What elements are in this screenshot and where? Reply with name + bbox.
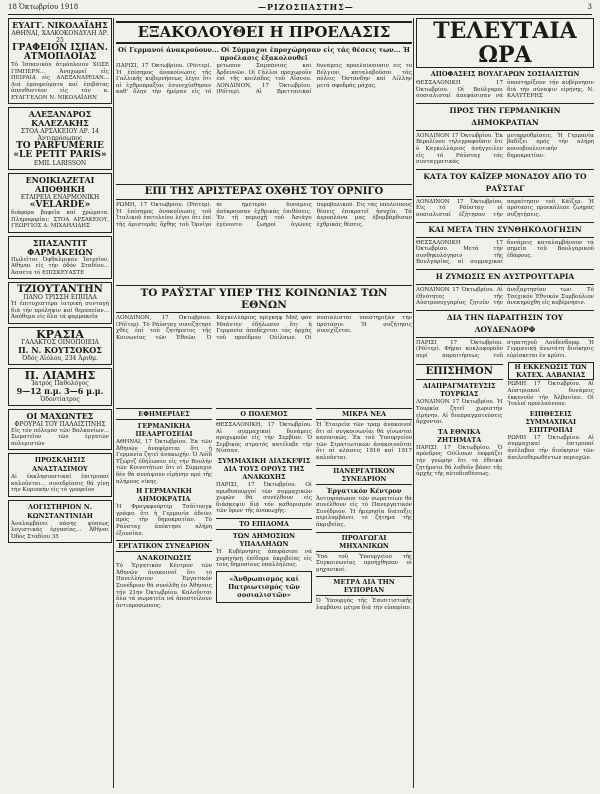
latest-hour-title: ΤΕΛΕΥΤΑΙΑ ΩΡΑ <box>416 18 594 68</box>
ad-doctor: Π. ΛΙΑΜΗΣ Ἰατρός Παθολόγος 9—12 π.μ. 3—6 μ.μ. Ὁδοντίατρος <box>8 368 112 406</box>
column-divider <box>113 18 114 788</box>
latest-hour-subtitle: ΑΠΟΦΑΣΕΙΣ ΒΟΥΛΓΑΡΩΝ ΣΟΣΙΑΛΙΣΤΩΝ <box>430 70 580 78</box>
section-newspapers: ΕΦΗΜΕΡΙΔΕΣ ΓΕΡΜΑΝΙΚΗΑ ΠΕΛΑΡΓΟΣΕΙΑΙ ΑΘΗΝΑΙ, 17 Ὀκτωβρίου. Ἐκ τῶν Ἀθηνῶν ἀναφέρεται ὅτι ἡ Γερμανία ζητεῖ ἀνακωχήν. Ὁ Λόϊδ Τζώρτζ ἐδήλωσεν εἰς τήν Βουλήν τῶν Κοινοτήτων ὅτι οἱ Σύμμαχοι δέν θά συνάψουν εἰρήνην πρό τῆς πλήρους νίκης. Η ΓΕΡΜΑΝΙΚΗ ΔΗΜΟΚΡΑΤΙΑ Ἡ Φραγκφούρτερ Τσάϊτουγκ γράφει ὅτι ἡ Γερμανία ὁδεύει πρός τήν δημοκρατίαν. Τό Ράϋσταγ ἀπέκτησε πλήρη ἐξουσίαν. ΕΡΓΑΤΙΚΟΝ ΣΥΝΕΔΡΙΟΝ ΑΝΑΚΟΙΝΩΣΙΣ Τό Ἐργατικόν Κέντρον τῶν Ἀθηνῶν ἀνακοινοῖ ὅτι τό Πανελλήνιον Ἐργατικόν Συνέδριον θά συνέλθῃ ἐν Ἀθήναις τήν 21ην Ὀκτωβρίου. Καλοῦνται ὅλα τά σωματεῖα νά ἀποστείλουν ἀντιπροσώπους. <box>116 410 212 609</box>
latest-news-column: ΤΕΛΕΥΤΑΙΑ ΩΡΑ ΑΠΟΦΑΣΕΙΣ ΒΟΥΛΓΑΡΩΝ ΣΟΣΙΑΛΙΣΤΩΝ ΘΕΣΣΑΛΟΝΙΚΗ 17 Ὀκτωβρίου. Οἱ Βούλγαροι σοσιαλισταί ἀπεφάσισαν νά ὑποστηρίξουν τήν κυβέρνησιν διά τήν σύναψιν εἰρήνης. Ν. ΚΑΛΥΤΕΡΗΣ ΠΡΟΣ ΤΗΝ ΓΕΡΜΑΝΙΚΗΝ ΔΗΜΟΚΡΑΤΙΑΝ ΛΟΝΔΙΝΟΝ 17 Ὀκτωβρίου. Ἐκ Βερολίνου τηλεγραφοῦσιν ὅτι ὁ Καγκελλάριος ἀνήγγειλεν εἰς τό Ράϋσταγ τάς συνταγματικάς μεταρρυθμίσεις. Ἡ Γερμανία βαδίζει πρός τήν πλήρη κοινοβουλευτικήν δημοκρατίαν. ΚΑΤΑ ΤΟΥ ΚΑΪΖΕΡ ΜΟΝΑΣΟΥ ΑΠΟ ΤΟ ΡΑΫΣΤΑΓ ΛΟΝΔΙΝΟΝ 17 Ὀκτωβρίου. Εἰς τό Ράϋσταγ οἱ σοσιαλισταί ἐζήτησαν τήν παραίτησιν τοῦ Κάϊζερ. Ἡ πρότασις προεκάλεσε ζωηράς συζητήσεις. ΚΑΙ ΜΕΤΑ ΤΗΝ ΣΥΝΘΗΚΟΛΟΓΗΣΙΝ ΘΕΣΣΑΛΟΝΙΚΗ 17 Ὀκτωβρίου. Μετά τήν συνθηκολόγησιν τῆς Βουλγαρίας, αἱ συμμαχικαί δυνάμεις καταλαμβάνουν τά σημεῖα τοῦ Βουλγαρικοῦ ἐδάφους. Η ΖΥΜΩΣΙΣ ΕΝ ΑΥΣΤΡΟΥΓΓΑΡΙΑ ΛΟΝΔΙΝΟΝ 17 Ὀκτωβρίου. Αἱ ἐθνότητες τῆς Αὐστροουγγαρίας ζητοῦν τήν ἀνεξαρτησίαν των. Τό Τσεχικόν Ἐθνικόν Συμβούλιον ἀνεκηρύχθη εἰς κυβέρνησιν. ΔΙΑ ΤΗΝ ΠΑΡΑΙΤΗΣΙΝ ΤΟΥ ΛΟΥΔΕΝΔΟΡΦ ΠΑΡΙΣΙ 17 Ὀκτωβρίου. (Ρόϊτερ). Φῆμαι κυκλοφοροῦν περί παραιτήσεως τοῦ στρατηγοῦ Λούδενδορφ. Ἡ Γερμανική ἀνωτάτη διοίκησις εὑρίσκεται ἐν κρίσει. ΕΠΙΣΗΜΟΝ ΔΙΑΠΡΑΓΜΑΤΕΥΣΙΣ ΤΟΥΡΚΙΑΣ ΛΟΝΔΙΝΟΝ 17 Ὀκτωβρίου. Ἡ Τουρκία ζητεῖ χωριστήν εἰρήνην. Αἱ διαπραγματεύσεις ἄρχονται. ΤΑ ΕΘΝΙΚΑ ΖΗΤΗΜΑΤΑ ΠΑΡΙΣΙ 17 Ὀκτωβρίου. Ὁ πρόεδρος Οὐίλσων ἐκφράζει τήν γνώμην ὅτι τά ἐθνικά ζητήματα θά λυθοῦν βάσει τῆς ἀρχῆς τῆς αὐτοδιαθέσεως. Η ΕΚΚΕΝΩΣΙΣ ΤΩΝ ΚΑΤΕΧ. ΑΛΒΑΝΙΑΣ ΡΩΜΗ 17 Ὀκτωβρίου. Αἱ Αὐστριακαί δυνάμεις ἐκκενοῦν τήν Ἀλβανίαν. Οἱ Ἰταλοί προελαύνουν. ΕΠΙΘΕΣΕΙΣ ΣΥΜΜΑΧΙΚΑΙ ΕΠΙΤΡΟΠΑΙ ΡΩΜΗ 17 Ὀκτωβρίου. Αἱ συμμαχικαί ἐπιτροπαί ἀνέλαβον τήν διοίκησιν τῶν ἀπελευθερωθέντων περιοχῶν. <box>416 18 594 478</box>
ad-warehouse: ΕΝΟΙΚΙΑΖΕΤΑΙ ΑΠΟΘΗΚΗ ΕΤΑΙΡΕΙΑ ΕΝΑΡΜΟΝΙΚΗ «VELARDE» διάφορα βαφεῖα καί χρώματα. Πληροφορίαι: ΣΤΟΑ ΑΡΣΑΚΕΙΟΥ, ΓΕΩΡΓΙΟΣ Δ. ΜΙΧΑΗΛΙΔΗΣ <box>8 173 112 233</box>
ad-veterans: ΟΙ ΜΑΧΩΝΤΕΣ ΦΡΟΥΡΑΙ ΤΟΥ ΠΑΛΑΙΣΤΙΝΗΣ Εἰς τόν πόλεμον τῶν Βαλκανίων... Σωματεῖον τῶν ἐργατῶν πολεμιστῶν <box>8 409 112 451</box>
masthead: —ΡΙΖΟΣΠΑΣΤΗΣ— <box>258 2 354 12</box>
main-news-column <box>116 18 412 790</box>
issue-date: 18 Ὀκτωβρίου 1918 <box>8 3 79 11</box>
column-divider <box>413 18 414 788</box>
article-ornigo: ΡΩΜΗ, 17 Ὀκτωβρίου. (Ρόϊτερ). Ἡ ἐπίσημος ἀνακοίνωσις τοῦ Ἰταλικοῦ ἐπιτελείου λέγει ὅτι ἐπί τῆς ἀριστερᾶς ὄχθης τοῦ Ὀρνίγο αἱ ἡμέτεραι δυνάμεις ἀπέκρουσαν ἐχθρικάς ἐπιθέσεις. Ἐν τῇ περιοχῇ τοῦ Ἀσιάγο ἐγένοντο ζωηροί ἀγῶνες πυροβολικοῦ. Εἰς τάς ὑπολοίπους θέσεις ἐπικρατεῖ ἡσυχία. Τά ἀεροπλάνα μας ἐβομβάρδισαν ἐχθρικάς θέσεις. <box>116 202 412 228</box>
sections-row <box>116 405 412 790</box>
ad-pharmacy: ΣΠΑΣΑΝΤΙΤ ΦΑΡΜΑΚΕΙΩΝ Πωλεῖται Ὀφθαλμικόν Ἰατρεῖον, Αθήναι εἰς τήν ὁδόν Σταδίου... Ἀσσετα τό ΕΠΙΣΚΕΥΑΣΤΕ <box>8 236 112 280</box>
ad-accounting: ΛΟΓΙΣΤΗΡΙΟΝ Ν. ΚΩΝΣΤΑΝΤΙΝΙΔΗ Ἀναλαμβάνει πάσης φύσεως λογιστικάς ἐργασίας... Ἀθῆναι Ὁδός Σταδίου 35 <box>8 500 112 544</box>
ads-column <box>8 18 112 790</box>
section-short-news: ΜΙΚΡΑ ΝΕΑ Ἡ Ἑταιρεία τῶν τραμ ἀνακοινοῖ ὅτι αἱ συγκοινωνίαι θά γίνωνται κανονικῶς. Ἐκ τοῦ Ὑπουργείου τῶν Στρατιωτικῶν ἀνακοινοῦται ὅτι αἱ κλάσεις 1916 καί 1917 καλοῦνται. ΠΑΝΕΡΓΑΤΙΚΟΝ ΣΥΝΕΔΡΙΟΝ Ἐργατικόν Κέντρον Ἀντιπρόσωποι τῶν σωματείων θά συνέλθουν εἰς τό Πανεργατικόν Συνέδριον. Ἡ ἡμερησία διάταξις περιλαμβάνει τό ζήτημα τῆς ἀκριβείας. ΠΡΟΑΓΩΓΑΙ ΜΗΧΑΝΙΚΩΝ Ὑπό τοῦ Ὑπουργείου τῆς Συγκοινωνίας προήχθησαν οἱ μηχανικοί. ΜΕΤΡΑ ΔΙΑ ΤΗΝ ΕΥΠΟΡΙΑΝ Ὁ Ὑπουργός τῆς Ἐπισιτιστικῆς λαμβάνει μέτρα διά τήν εὐπορίαν. <box>316 410 412 611</box>
quote-box: «Ἀνθρωπισμός καί Πατριωτισμός τῶν σοσιαλιστῶν» <box>228 574 300 599</box>
ad-parfumerie: ΑΛΕΞΑΝΔΡΟΣ ΚΑΛΕΖΑΚΗΣ ΣΤΟΑ ΑΡΣΑΚΕΙΟΥ ΑΡ. 14 Ἀντιπρόσωπος ΤΟ PARFUMERIE «LE PETIT PARIS» EMIL LARISSON <box>8 107 112 170</box>
banner-subhead: Οἱ Γερμανοί ἀνακρούουν... Οἱ Σύμμαχοι ἐπροχώρησαν εἰς τάς θέσεις των... Ἡ προέλασις ἐξακολουθεῖ <box>118 46 410 62</box>
page-header <box>8 2 592 15</box>
ad-medicine: ΤΖΙΟΥΤΑΝΤΗΝ ΠΑΝΟ ΤΡΙΣΣΗ ΕΠΙΠΛΑ Ἡ ἐπιτυχεστέρα ἰατρική συνταγή διά τήν πρόληψιν καί θεραπείαν... Ἀπόθεμα εἰς ὅλα τά φαρμακεῖα <box>8 282 112 324</box>
ad-invitation: ΠΡΟΣΚΛΗΣΙΣ ΑΝΑΣΤΑΣΙΜΟΥ Αἱ ἐκκλησιαστικαί ἐπιτροπαί καλοῦνται... συνεδρίασις θά γίνῃ τήν Κυριακήν εἰς τό γραφεῖον <box>8 453 112 497</box>
section-war: Ο ΠΟΛΕΜΟΣ ΘΕΣΣΑΛΟΝΙΚΗ, 17 Ὀκτωβρίου. Αἱ συμμαχικαί δυνάμεις προχωροῦν εἰς τήν Σερβίαν. Ὁ Σερβικός στρατός κατέλαβε τήν Νίσσαν. ΣΥΜΜΑΧΙΚΗ ΔΙΑΣΚΕΨΙΣ ΔΙΑ ΤΟΥΣ ΟΡΟΥΣ ΤΗΣ ΑΝΑΚΩΧΗΣ ΠΑΡΙΣΙ, 17 Ὀκτωβρίου. Οἱ πρωθυπουργοί τῶν συμμαχικῶν χωρῶν θά συνέλθουν εἰς διάσκεψιν διά τόν καθορισμόν τῶν ὅρων τῆς ἀνακωχῆς. ΤΟ ΕΠΙΔΟΜΑ ΤΩΝ ΔΗΜΟΣΙΩΝ ΥΠΑΛΛΗΛΩΝ Ἡ Κυβέρνησις ἀπεφάσισε νά χορηγήσῃ ἐπίδομα ἀκριβείας εἰς τούς δημοσίους ὑπαλλήλους. «Ἀνθρωπισμός καί Πατριωτισμός τῶν σοσιαλιστῶν» <box>216 405 312 790</box>
ad-wine: ΚΡΑΣΙΑ ΓΑΛΑΚΤΟΣ ΟΙΝΟΠΟΙΕΙΑ Π. Ν. ΚΟΥΤΣΟΚΟΣ Ὁδός Αἰόλου, 234 Ἀριθμ. <box>8 327 112 365</box>
ad-shipping: ΕΥΑΓΓ. ΝΙΚΟΛΑΪΔΗΣ ΑΘΗΝΑΙ, ΧΑΛΚΟΚΟΝΔΥΛΗ ΑΡ. 25 ΓΡΑΦΕΙΟΝ ΙΣΠΑΝ. ΑΤΜΟΠΛΟΪΑΣ Τό Ἱσπανικόν ἀτμόπλοιον ΧΟΣΕ ΓΙΜΠΕΡΝ... Ἀναχωρεῖ εἰς ΠΕΙΡΑΙΑ εἰς ΑΛΕΞΑΝΔΡΕΙΑΝ... Διά ἐμπορεύματα καί ἐπιβάτας ἀπευθυντέον εἰς τόν κ. ΕΥΑΓΓΕΛΟΝ Ν. ΝΙΚΟΛΑΪΔΗΝ <box>8 18 112 104</box>
headline-ornigo: ΕΠΙ ΤΗΣ ΑΡΙΣΤΕΡΑΣ ΟΧΘΗΣ ΤΟΥ ΟΡΝΙΓΟ <box>116 184 412 200</box>
article-advance: ΠΑΡΙΣΙ, 17 Ὀκτωβρίου. (Ρόϊτερ). Ἡ ἐπίσημος ἀνακοίνωσις τῆς Γαλλικῆς κυβερνήσεως λέγει ὅτι αἱ ἐχθροπραξίαι ἐσυνεχίσθησαν καθ' ὅλην τήν ἡμέραν εἰς τό μέτωπον Σαμπάνιας καί Ἀρδεννῶν. Οἱ Γάλλοι προχωροῦν ἐπί τῆς κοιλάδος τοῦ Αἴσνου. ΛΟΝΔΙΝΟΝ, 17 Ὀκτωβρίου. (Ρόϊτερ). Αἱ Βρεττανικαί δυνάμεις προελαύνουσιν εἰς τό Βέλγιον, καταλαβοῦσαι τάς πόλεις Ὀστάνδην καί Λίλλην μετά σφοδράς μάχας. <box>116 63 412 96</box>
page-number: 3 <box>587 3 592 11</box>
banner-headline: ΕΞΑΚΟΛΟΥΘΕΙ Η ΠΡΟΕΛΑΣΙΣ <box>116 21 412 44</box>
article-reichstag: ΛΟΝΔΙΝΟΝ, 17 Ὀκτωβρίου. (Ρόϊτερ). Τό Ράϋσταγ συνεζήτησε χθές ἐπί τοῦ ζητήματος τῆς Κοινωνίας τῶν Ἐθνῶν. Ὁ Καγκελλάριος πρίγκηψ Μάξ φόν Μπάντεν ἐδήλωσεν ὅτι ἡ Γερμανία ἀποδέχεται τάς ἀρχάς τοῦ προέδρου Οὐίλσων. Οἱ σοσιαλισταί ὑπεστήριξαν τήν πρότασιν. Ἡ συζήτησις συνεχίζεται. <box>116 315 412 341</box>
headline-reichstag: ΤΟ ΡΑΫΣΤΑΓ ΥΠΕΡ ΤΗΣ ΚΟΙΝΩΝΙΑΣ ΤΩΝ ΕΘΝΩΝ <box>116 285 412 313</box>
